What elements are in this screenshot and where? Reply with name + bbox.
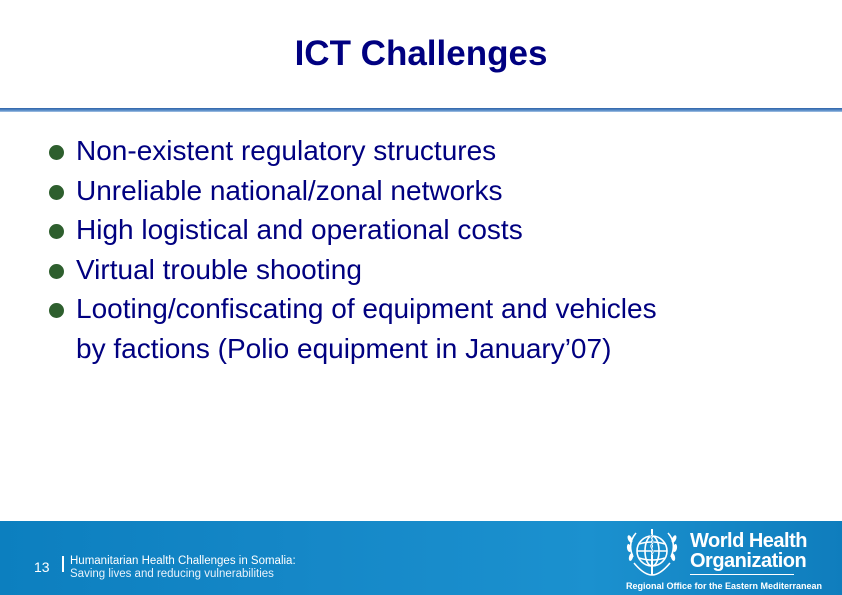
slide-title: ICT Challenges — [294, 34, 548, 73]
bullet-text: Non-existent regulatory structures — [76, 135, 497, 166]
bullet-item — [45, 171, 825, 211]
who-name-line1: World Health — [690, 530, 807, 552]
footer-title: Humanitarian Health Challenges in Somalia: — [70, 555, 296, 567]
bullet-dot-icon — [49, 224, 64, 239]
footer-subtitle: Saving lives and reducing vulnerabilities — [70, 568, 274, 580]
bullet-text: Unreliable national/zonal networks — [76, 174, 503, 206]
logo-divider — [690, 574, 794, 575]
bullet-list — [45, 131, 825, 368]
bullet-text-continuation: by factions (Polio equipment in January’07) — [76, 332, 612, 364]
bullet-text: Looting/confiscating of equipment and vehicles — [76, 293, 657, 324]
who-name-line2: Organization — [690, 550, 807, 572]
bullet-item — [45, 250, 825, 290]
page-number: 13 — [34, 559, 50, 575]
bullet-dot-icon — [49, 303, 64, 318]
bullet-item — [45, 289, 825, 368]
bullet-item — [45, 131, 825, 171]
who-region-label: Regional Office for the Eastern Mediterranean — [626, 581, 823, 591]
footer-separator — [62, 556, 64, 572]
bullet-text: Virtual trouble shooting — [76, 253, 362, 285]
title-divider — [0, 108, 842, 112]
bullet-dot-icon — [49, 264, 64, 279]
bullet-text: High logistical and operational costs — [76, 214, 523, 245]
bullet-item — [45, 210, 825, 250]
bullet-dot-icon — [49, 185, 64, 200]
who-emblem-icon — [622, 525, 686, 581]
bullet-dot-icon — [49, 145, 64, 160]
